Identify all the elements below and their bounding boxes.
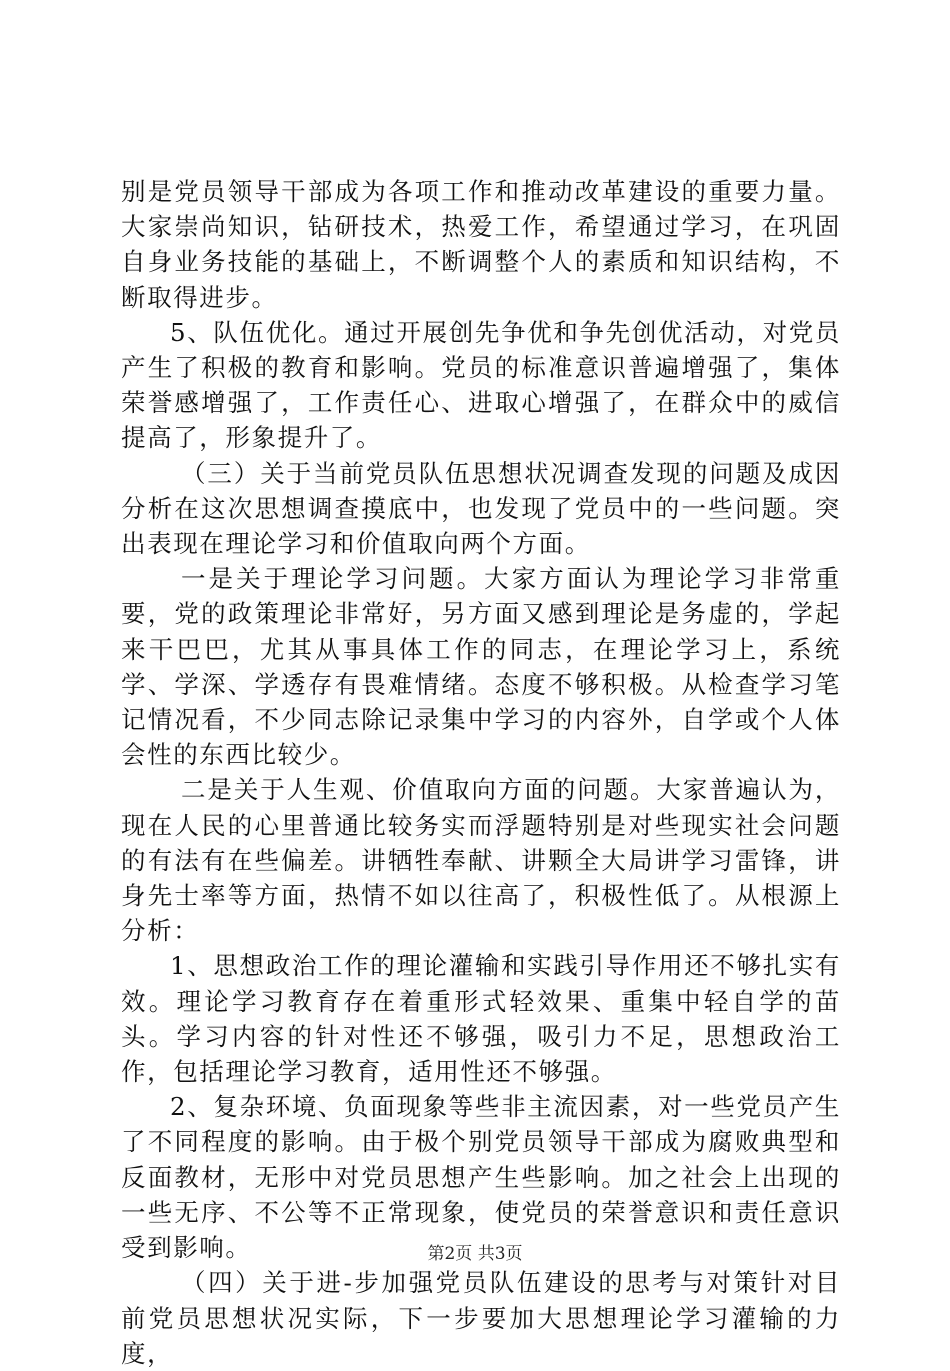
paragraph-cause-one: 1、思想政治工作的理论灌输和实践引导作用还不够扎实有效。理论学习教育存在着重形式轻效果、重集中轻自学的苗头。学习内容的针对性还不够强，吸引力不足，思想政治工作，包括理论学习教育，适用性还不够强。 [121, 951, 841, 1087]
paragraph-continuation: 别是党员领导干部成为各项工作和推动改革建设的重要力量。大家崇尚知识，钻研技术，热爱工作，希望通过学习，在巩固自身业务技能的基础上，不断调整个人的素质和知识结构，不断取得进步。 [121, 177, 841, 312]
paragraph-team-optimization: 5、队伍优化。通过开展创先争优和争先创优活动，对党员产生了积极的教育和影响。党员的标准意识普遍增强了，集体荣誉感增强了，工作责任心、进取心增强了，在群众中的威信提高了，形象提升了。 [121, 317, 841, 453]
paragraph-theory-study: 一是关于理论学习问题。大家方面认为理论学习非常重要，党的政策理论非常好，另方面又感到理论是务虚的，学起来干巴巴，尤其从事具体工作的同志，在理论学习上，系统学、学深、学透存有畏难情绪。态度不够积极。从检查学习笔记情况看，不少同志除记录集中学习的内容外，自学或个人体会性的东西比较少。 [121, 564, 841, 770]
paragraph-values-issue: 二是关于人生观、价值取向方面的问题。大家普遍认为，现在人民的心里普通比较务实而浮题特别是对些现实社会问题的有法有在些偏差。讲牺牲奉献、讲颗全大局讲学习雷锋，讲身先士率等方面，热情不如以往高了，积极性低了。从根源上分析： [121, 775, 841, 946]
paragraph-cause-two: 2、复杂环境、负面现象等些非主流因素，对一些党员产生了不同程度的影响。由于极个别党员领导干部成为腐败典型和反面教材，无形中对党员思想产生些影响。加之社会上出现的一些无序、不公等不正常现象，使党员的荣誉意识和责任意识受到影响。 [121, 1092, 841, 1263]
paragraph-section-four: （四）关于进-步加强党员队伍建设的思考与对策针对目前党员思想状况实际，下一步要加大思想理论学习灌输的力度， [121, 1268, 841, 1368]
page-number-footer: 第2页 共3页 [427, 1244, 523, 1264]
paragraph-section-three: （三）关于当前党员队伍思想状况调查发现的问题及成因分析在这次思想调查摸底中，也发现了党员中的一些问题。突出表现在理论学习和价值取向两个方面。 [121, 458, 841, 559]
document-body [121, 174, 841, 1371]
